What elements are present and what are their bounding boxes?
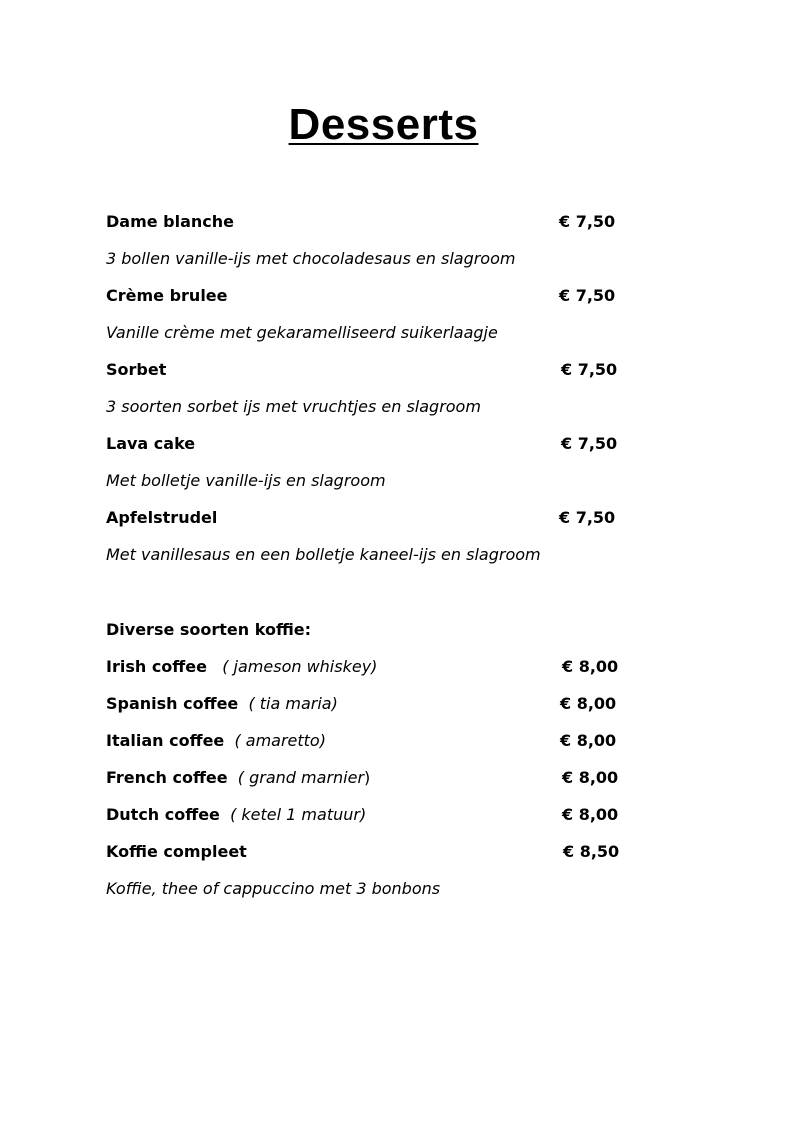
menu-item-french-coffee [106,766,626,790]
item-note: ( ketel 1 matuur) [230,805,367,824]
item-name: Lava cake [106,434,196,453]
item-name: Dutch coffee [106,805,220,824]
menu-item-spanish-coffee [106,692,626,716]
item-name: Koffie compleet [106,842,247,861]
item-name: Spanish coffee [106,694,239,713]
item-name: French coffee [106,768,228,787]
item-price: € 8,50 [563,842,620,861]
menu-item-dame-blanche [106,210,626,234]
menu-item-lava-cake [106,432,626,456]
item-price: € 8,00 [562,805,619,824]
item-note: ( grand marnier [237,768,365,787]
item-name: Italian coffee [106,731,225,750]
item-price: € 8,00 [562,657,619,676]
menu-item-apfelstrudel [106,506,626,530]
item-description: Vanille crème met gekaramelliseerd suikerlaagje [106,323,498,342]
item-price: € 8,00 [560,694,617,713]
page-title: Desserts [288,100,479,149]
item-price: € 7,50 [559,212,616,231]
item-name: Crème brulee [106,286,228,305]
item-note: ( tia maria) [248,694,338,713]
item-price: € 8,00 [560,731,617,750]
item-name: Dame blanche [106,212,235,231]
item-price: € 7,50 [561,360,618,379]
item-note-suffix: ) [364,768,371,787]
menu-item-italian-coffee [106,729,626,753]
menu-item-creme-brulee [106,284,626,308]
item-description: 3 soorten sorbet ijs met vruchtjes en slagroom [106,397,481,416]
coffee-heading: Diverse soorten koffie: [106,620,312,639]
item-price: € 7,50 [559,286,616,305]
item-note: ( jameson whiskey) [222,657,378,676]
item-note: ( amaretto) [234,731,326,750]
item-price: € 7,50 [561,434,618,453]
item-description: Met bolletje vanille-ijs en slagroom [106,471,386,490]
menu-item-sorbet [106,358,626,382]
menu-item-koffie-compleet [106,840,626,864]
menu-item-dutch-coffee [106,803,626,827]
menu-item-irish-coffee [106,655,626,679]
item-price: € 8,00 [562,768,619,787]
item-price: € 7,50 [559,508,616,527]
item-description: Met vanillesaus en een bolletje kaneel-ijs en slagroom [106,545,541,564]
item-description: 3 bollen vanille-ijs met chocoladesaus en slagroom [106,249,516,268]
item-description: Koffie, thee of cappuccino met 3 bonbons [106,879,441,898]
item-name: Apfelstrudel [106,508,218,527]
item-name: Sorbet [106,360,167,379]
item-name: Irish coffee [106,657,207,676]
